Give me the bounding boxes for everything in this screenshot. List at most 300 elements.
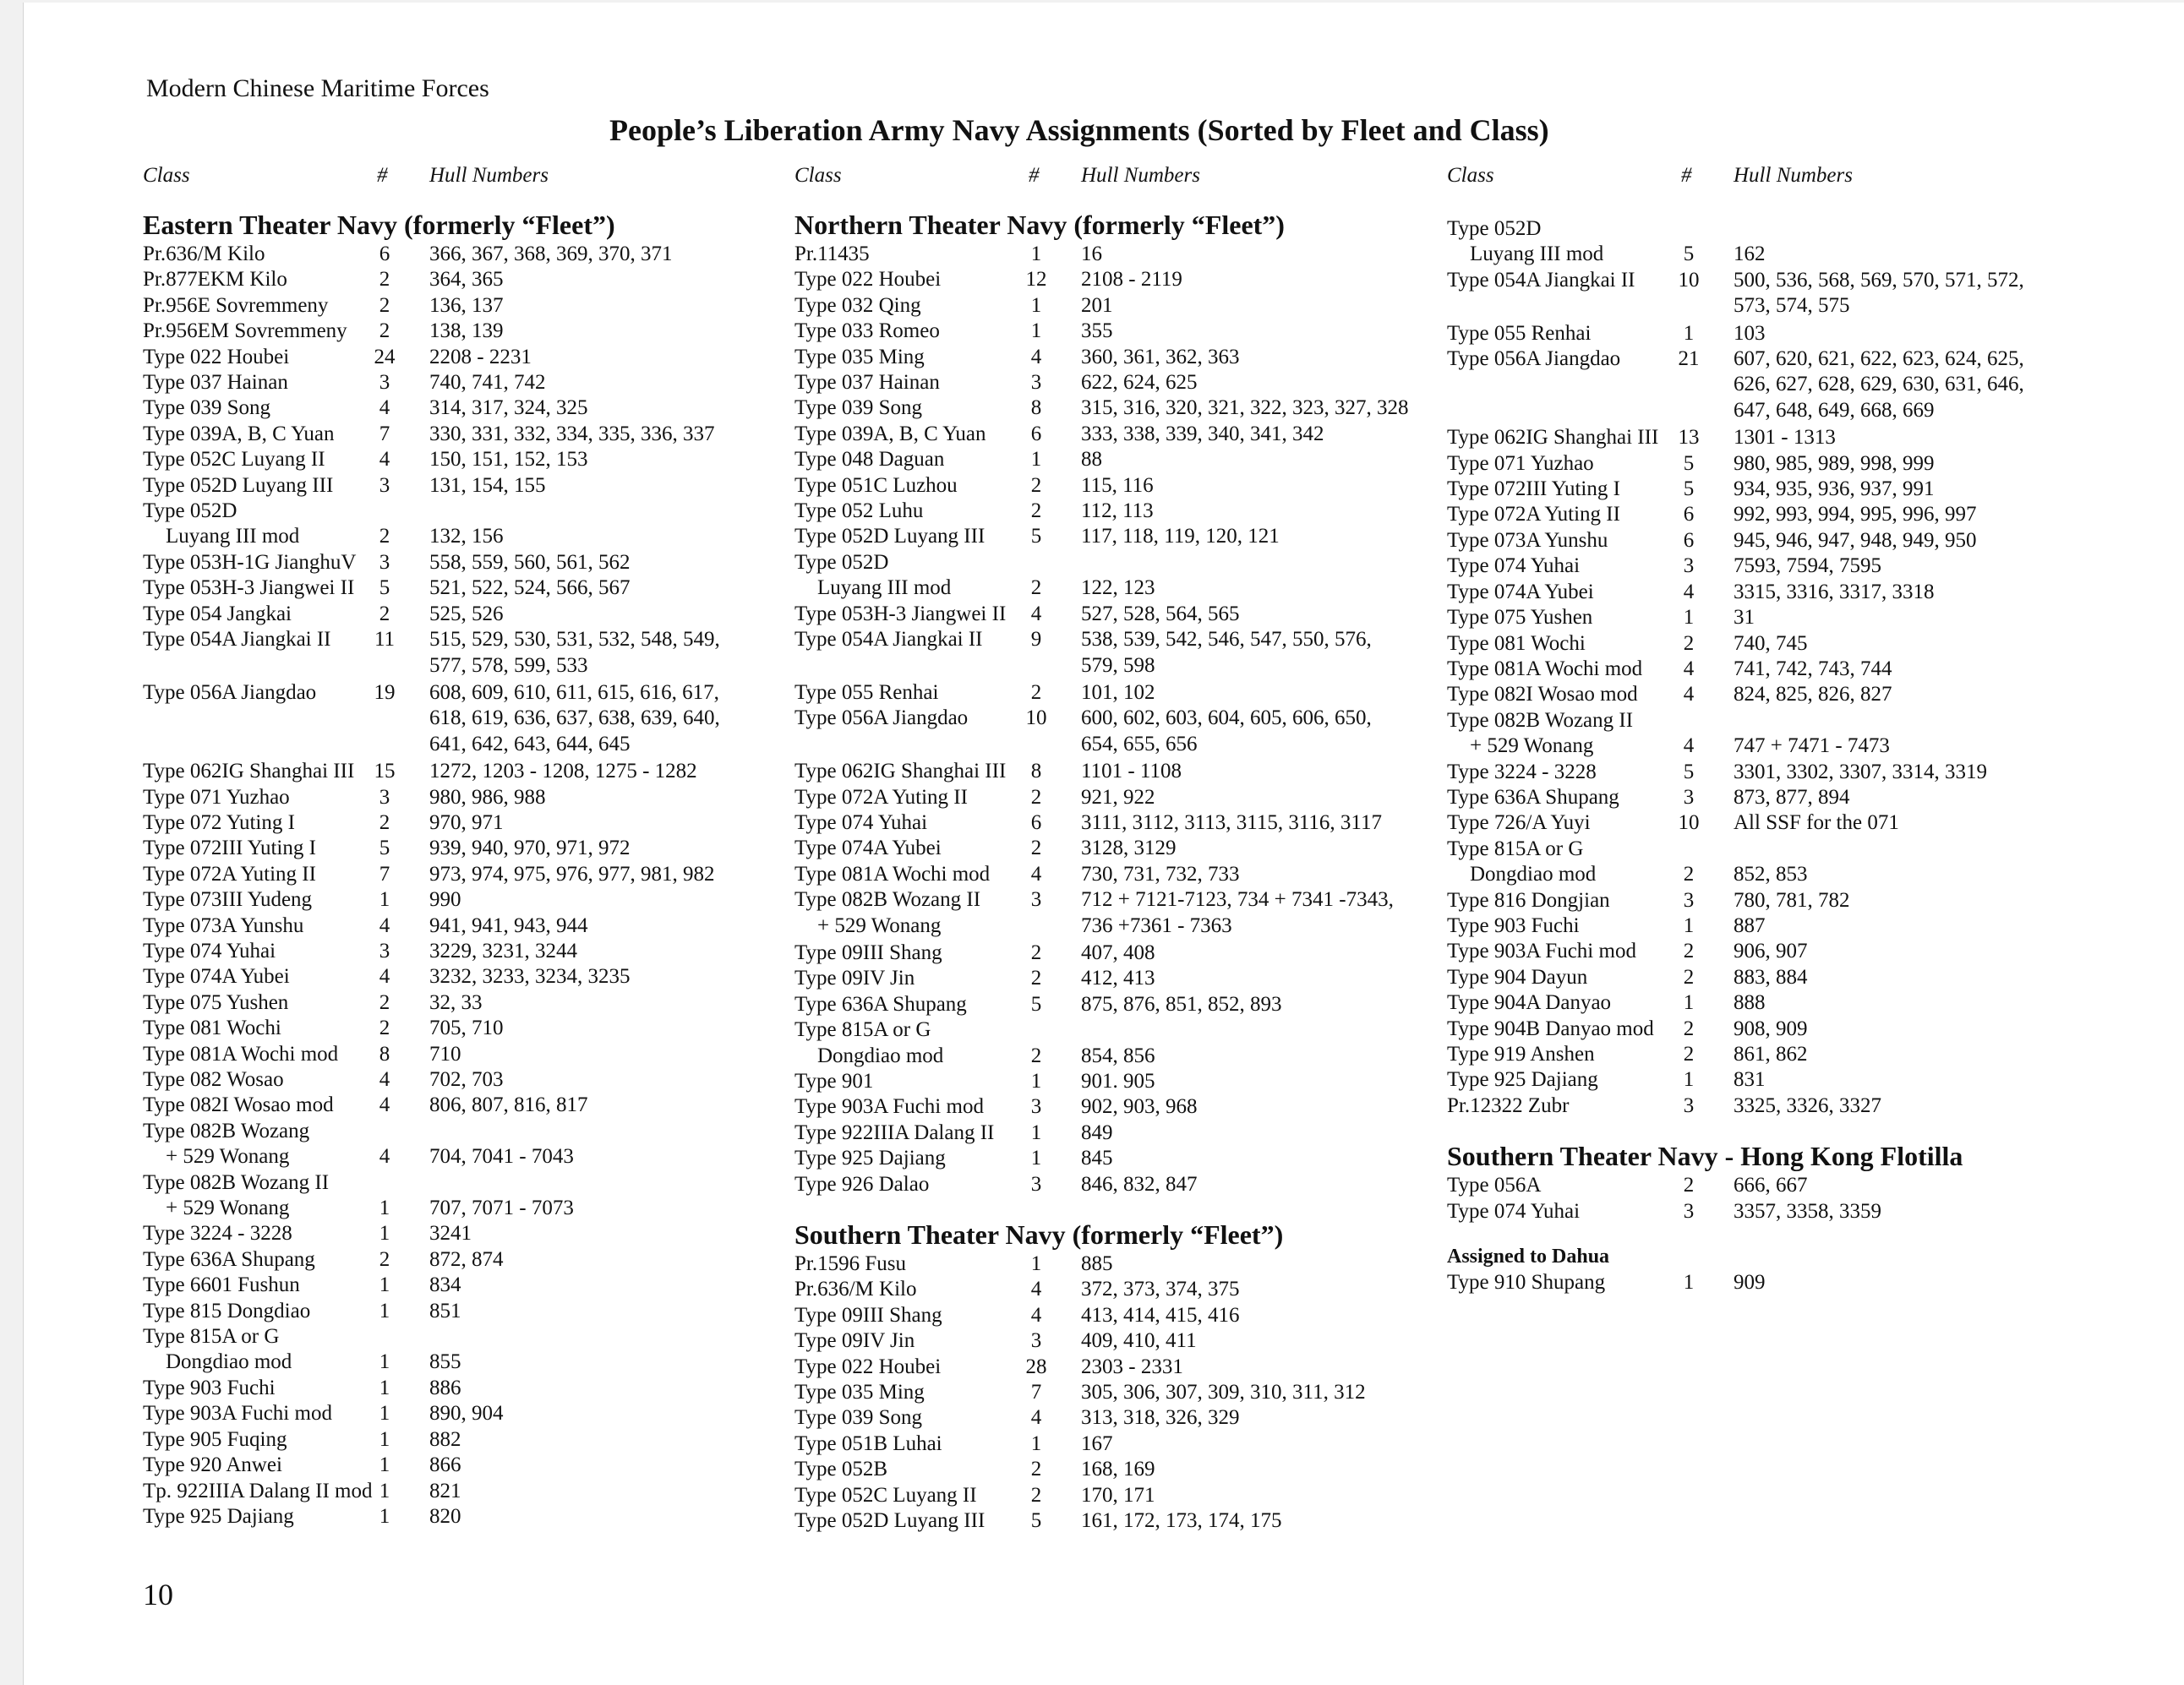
hull-numbers: 939, 940, 970, 971, 972 [429, 837, 631, 860]
class-name: Luyang III mod [1470, 243, 1604, 266]
count-cell: 6 [1683, 528, 1695, 552]
hull-numbers-cell [1734, 888, 2072, 913]
hull-numbers-cell [429, 887, 767, 913]
class-name: Type 054A Jiangkai II [794, 628, 983, 652]
count-cell: 24 [374, 345, 396, 368]
hull-numbers-cell [1081, 1094, 1419, 1120]
table-row [794, 422, 1437, 447]
fleet-section [143, 208, 785, 1530]
hull-numbers-cell [1081, 447, 1419, 472]
class-cell [1447, 657, 1679, 682]
count-cell: 4 [1683, 734, 1695, 758]
class-cell [143, 836, 375, 861]
class-cell [794, 627, 1027, 679]
class-cell [794, 473, 1027, 499]
class-cell [1447, 888, 1679, 913]
hull-numbers: 607, 620, 621, 622, 623, 624, 625, [1734, 347, 2024, 371]
hull-numbers: 167 [1081, 1431, 1113, 1455]
class-name: Type 022 Houbei [143, 345, 290, 368]
hull-numbers: 7593, 7594, 7595 [1734, 554, 1881, 578]
class-name: Type 09III Shang [794, 941, 942, 964]
hull-numbers-cell [429, 1273, 767, 1298]
hull-numbers: 901. 905 [1081, 1070, 1155, 1093]
count-cell: 13 [1678, 426, 1700, 450]
class-cell [794, 836, 1027, 861]
page-number: 10 [143, 1578, 173, 1611]
hull-numbers: 846, 832, 847 [1081, 1172, 1198, 1196]
class-name: Type 039A, B, C Yuan [794, 422, 986, 445]
hull-numbers: 500, 536, 568, 569, 570, 571, 572, [1734, 268, 2024, 292]
hull-numbers-cell [1081, 759, 1419, 784]
hull-numbers: 740, 745 [1734, 631, 1808, 655]
table-row [143, 422, 785, 447]
fleet-section [1447, 1119, 2089, 1224]
hull-numbers-cell [1081, 395, 1419, 421]
hull-numbers-cell [429, 964, 767, 990]
hull-numbers-cell [429, 1504, 767, 1530]
class-name: Type 074 Yuhai [143, 939, 276, 962]
table-row [143, 345, 785, 370]
table-row [1447, 888, 2089, 913]
hull-numbers: 2303 - 2331 [1081, 1355, 1183, 1378]
count-cell: 5 [1030, 1509, 1042, 1533]
class-name: Type 039 Song [794, 1406, 923, 1430]
table-row [794, 810, 1437, 836]
class-cell [143, 862, 375, 887]
count-cell: 2 [1683, 1043, 1695, 1066]
table-row [1447, 837, 2089, 888]
count-cell: 4 [379, 1093, 390, 1117]
class-name: Type 082B Wozang II [1447, 708, 1634, 732]
hull-numbers-cell [1081, 1069, 1419, 1094]
class-cell [1447, 425, 1679, 450]
hull-numbers-cell [1734, 810, 2072, 836]
class-cell [143, 913, 375, 939]
table-row [143, 1170, 785, 1222]
hull-numbers: 131, 154, 155 [429, 473, 546, 497]
hull-numbers-cell [1734, 1067, 2072, 1093]
hull-numbers: 990 [429, 888, 461, 912]
class-cell [1447, 990, 1679, 1016]
hull-numbers-cell [429, 836, 767, 861]
hull-numbers-cell [429, 1427, 767, 1453]
class-cell [1447, 785, 1679, 810]
hull-numbers [1734, 837, 2072, 862]
class-name: Type 052B [794, 1458, 888, 1481]
table-row [143, 447, 785, 472]
class-name: Type 073A Yunshu [1447, 528, 1608, 552]
class-name: Type 815A or G [143, 1325, 280, 1349]
hull-numbers-cell [429, 395, 767, 421]
hull-numbers: 313, 318, 326, 329 [1081, 1406, 1240, 1430]
count-cell: 2 [379, 525, 390, 548]
hull-numbers: 168, 169 [1081, 1458, 1155, 1481]
table-row [1447, 1173, 2089, 1198]
count-cell: 1 [1683, 1068, 1695, 1092]
hull-numbers: 305, 306, 307, 309, 310, 311, 312 [1081, 1381, 1366, 1404]
table-row [1447, 425, 2089, 450]
hull-numbers: 515, 529, 530, 531, 532, 548, 549, [429, 628, 720, 652]
hull-numbers: 3232, 3233, 3234, 3235 [429, 965, 631, 989]
hull-numbers: 970, 971 [429, 810, 504, 834]
hull-numbers-cell [1734, 913, 2072, 939]
class-name: Type 051C Luzhou [794, 473, 958, 497]
hull-numbers: 31 [1734, 606, 1755, 630]
header-count: # [1681, 164, 1692, 187]
table-row [794, 1146, 1437, 1171]
class-name: Type 055 Renhai [1447, 321, 1592, 345]
hull-numbers [1734, 708, 2072, 733]
hull-numbers: 3357, 3358, 3359 [1734, 1199, 1881, 1223]
class-cell [794, 1355, 1027, 1380]
count-cell: 6 [1030, 810, 1042, 834]
count-cell: 3 [1683, 1199, 1695, 1223]
class-name: Type 09III Shang [794, 1303, 942, 1327]
table-row [1447, 605, 2089, 630]
class-name: Type 081A Wochi mod [794, 862, 991, 886]
class-name: Type 815 Dongdiao [143, 1299, 311, 1322]
class-cell [794, 759, 1027, 784]
class-cell [794, 1146, 1027, 1171]
hull-numbers: 873, 877, 894 [1734, 785, 1850, 809]
class-name: Type 082B Wozang [143, 1119, 310, 1142]
hull-numbers: 412, 413 [1081, 967, 1155, 990]
table-row [143, 1401, 785, 1426]
hull-numbers-cell [1734, 939, 2072, 964]
hull-numbers-cell [1734, 1199, 2072, 1224]
hull-numbers: 162 [1734, 243, 1766, 266]
column-header [143, 164, 785, 208]
table-row [1447, 990, 2089, 1016]
class-name: Type 081A Wochi mod [143, 1042, 339, 1066]
class-name: Type 081 Wochi [1447, 631, 1586, 655]
class-spacer [1447, 398, 1679, 423]
count-cell: 2 [379, 319, 390, 343]
count-cell: 2 [1030, 1044, 1042, 1067]
count-cell: 1 [379, 1350, 390, 1374]
hull-numbers-cell [1734, 321, 2072, 346]
count-cell: 1 [1030, 1070, 1042, 1093]
table-row [143, 1221, 785, 1246]
count-cell: 1 [379, 1376, 390, 1399]
count-cell: 5 [1030, 525, 1042, 548]
hull-numbers: 3229, 3231, 3244 [429, 939, 577, 962]
hull-numbers-cell [1081, 1251, 1419, 1277]
class-cell [794, 1251, 1027, 1277]
table-row [794, 473, 1437, 499]
hull-numbers-cell [1081, 785, 1419, 810]
hull-numbers-cell [1081, 1355, 1419, 1380]
hull-numbers-cell [1081, 1508, 1419, 1534]
hull-numbers: 887 [1734, 913, 1766, 937]
hull-numbers-cell [429, 1376, 767, 1401]
hull-numbers: 1272, 1203 - 1208, 1275 - 1282 [429, 760, 697, 783]
class-name: Type 022 Houbei [794, 1355, 942, 1378]
hull-numbers: 712 + 7121-7123, 734 + 7341 -7343, [1081, 888, 1394, 912]
table-row [143, 913, 785, 939]
class-spacer [1447, 372, 1679, 397]
hull-numbers-cell [1081, 1457, 1419, 1482]
hull-numbers: 608, 609, 610, 611, 615, 616, 617, [429, 680, 719, 704]
class-cell [143, 319, 375, 344]
class-cell [1447, 321, 1679, 346]
count-cell: 2 [1683, 631, 1695, 655]
class-name: Type 073A Yunshu [143, 913, 304, 937]
table-row [794, 966, 1437, 991]
count-cell: 1 [379, 1222, 390, 1246]
hull-numbers-cell [429, 1324, 767, 1376]
table-row [1447, 1067, 2089, 1093]
class-name: Type 053H-3 Jiangwei II [794, 602, 1007, 625]
hull-numbers: 707, 7071 - 7073 [429, 1197, 574, 1220]
count-cell: 5 [379, 837, 390, 860]
table-row [1447, 1042, 2089, 1067]
hull-numbers: 2108 - 2119 [1081, 268, 1182, 292]
hull-numbers: 885 [1081, 1252, 1113, 1276]
hull-numbers: 945, 946, 947, 948, 949, 950 [1734, 528, 1977, 552]
hull-numbers-cell [429, 602, 767, 627]
table-row [794, 836, 1437, 861]
class-cell [143, 370, 375, 395]
class-name: Type 062IG Shanghai III [1447, 426, 1659, 450]
hull-numbers-cell [1081, 267, 1419, 292]
count-cell: 4 [1683, 683, 1695, 706]
count-cell: 2 [379, 1017, 390, 1040]
hull-numbers: 973, 974, 975, 976, 977, 981, 982 [429, 862, 715, 886]
hull-numbers: 730, 731, 732, 733 [1081, 862, 1240, 886]
hull-numbers [429, 1324, 767, 1350]
hull-numbers: 980, 986, 988 [429, 785, 546, 809]
table-row [143, 1376, 785, 1401]
class-name: Type 033 Romeo [794, 319, 940, 343]
class-cell [143, 1170, 375, 1222]
header-class: Class [794, 164, 842, 187]
count-cell: 1 [379, 888, 390, 912]
table-row [143, 1119, 785, 1170]
class-cell [794, 1172, 1027, 1197]
class-name: Type 072A Yuting II [794, 785, 968, 809]
hull-numbers-cell [1081, 1328, 1419, 1354]
class-name: Type 905 Fuqing [143, 1427, 287, 1451]
hull-numbers: 647, 648, 649, 668, 669 [1734, 398, 1935, 422]
count-cell: 5 [379, 576, 390, 600]
class-name: Type 056A Jiangdao [143, 680, 317, 704]
hull-numbers: 3128, 3129 [1081, 837, 1177, 860]
hull-numbers-cell [1081, 524, 1419, 549]
hull-numbers-cell [1734, 502, 2072, 527]
hull-numbers-cell [1081, 941, 1419, 966]
class-name: Type 052D [794, 550, 889, 574]
hull-numbers: 888 [1734, 991, 1766, 1015]
class-name: Type 072III Yuting I [1447, 477, 1620, 501]
table-row [794, 267, 1437, 292]
count-cell: 5 [1683, 477, 1695, 501]
hull-numbers: 780, 781, 782 [1734, 888, 1850, 912]
class-spacer [794, 653, 1027, 679]
class-name: Type 636A Shupang [1447, 785, 1619, 809]
table-row [794, 395, 1437, 421]
table-row [794, 1277, 1437, 1302]
class-cell [143, 1221, 375, 1246]
class-cell [1447, 631, 1679, 657]
class-name: Type 082B Wozang II [143, 1170, 330, 1194]
class-cell [794, 680, 1027, 706]
hull-numbers-cell [1081, 422, 1419, 447]
class-name: Type 920 Anwei [143, 1453, 282, 1477]
class-name: Type 919 Anshen [1447, 1043, 1595, 1066]
table-row [1447, 810, 2089, 836]
class-name: Type 082B Wozang II [794, 888, 981, 912]
table-row [794, 1328, 1437, 1354]
column-header [1447, 164, 2089, 208]
hull-numbers: 654, 655, 656 [1081, 732, 1198, 755]
class-name: Type 081 Wochi [143, 1017, 281, 1040]
count-cell: 4 [379, 448, 390, 472]
hull-numbers: 538, 539, 542, 546, 547, 550, 576, [1081, 628, 1372, 652]
class-cell [143, 964, 375, 990]
hull-numbers: 906, 907 [1734, 940, 1808, 963]
table-row [794, 1483, 1437, 1508]
table-row [1447, 682, 2089, 707]
count-cell: 4 [1683, 580, 1695, 603]
hull-numbers-cell [1081, 810, 1419, 836]
hull-numbers-cell [1081, 1405, 1419, 1431]
hull-numbers: 845 [1081, 1147, 1113, 1170]
class-name: Type 082I Wosao mod [1447, 683, 1638, 706]
table-row [1447, 451, 2089, 477]
class-cell [143, 395, 375, 421]
hull-numbers: 3325, 3326, 3327 [1734, 1093, 1881, 1117]
table-row [143, 990, 785, 1016]
class-name: Type 074 Yuhai [794, 810, 928, 834]
class-name: Type 052 Luhu [794, 499, 924, 523]
column-1 [143, 164, 785, 1530]
class-name: Pr.877EKM Kilo [143, 268, 287, 292]
class-name: Type 039A, B, C Yuan [143, 422, 335, 445]
table-row [794, 499, 1437, 524]
count-cell: 1 [1030, 448, 1042, 472]
hull-numbers: 980, 985, 989, 998, 999 [1734, 451, 1935, 475]
hull-numbers: 882 [429, 1427, 461, 1451]
column-body [794, 208, 1437, 1535]
table-row [794, 447, 1437, 472]
class-cell [794, 1069, 1027, 1094]
class-name: + 529 Wonang [166, 1197, 290, 1220]
count-cell: 5 [1030, 992, 1042, 1016]
class-name: Type 055 Renhai [794, 680, 939, 704]
table-row [794, 1431, 1437, 1457]
hull-numbers: 710 [429, 1042, 461, 1066]
class-cell [143, 1093, 375, 1118]
hull-numbers: 600, 602, 603, 604, 605, 606, 650, [1081, 706, 1372, 730]
class-cell [143, 1453, 375, 1478]
table-row [143, 1324, 785, 1376]
class-name: Type 053H-3 Jiangwei II [143, 576, 355, 600]
count-cell: 2 [1030, 680, 1042, 704]
table-row [1447, 502, 2089, 527]
hull-numbers-cell [429, 627, 767, 679]
count-cell: 3 [379, 371, 390, 395]
hull-numbers-cell [1734, 785, 2072, 810]
table-row [794, 602, 1437, 627]
class-cell [1447, 1067, 1679, 1093]
hull-numbers-cell [1734, 837, 2072, 888]
table-row [143, 785, 785, 810]
count-cell: 1 [1030, 319, 1042, 343]
class-name: Luyang III mod [166, 525, 300, 548]
count-cell: 12 [1025, 268, 1047, 292]
table-row [143, 1427, 785, 1453]
table-row [794, 1094, 1437, 1120]
table-row [143, 1016, 785, 1041]
class-cell [143, 1042, 375, 1067]
class-cell [794, 966, 1027, 991]
class-name: Type 054A Jiangkai II [143, 628, 331, 652]
hull-numbers-cell [1734, 682, 2072, 707]
class-name: Type 052C Luyang II [143, 448, 325, 472]
table-row [143, 499, 785, 550]
class-name: Pr.956EM Sovremmeny [143, 319, 347, 343]
count-cell: 2 [1030, 837, 1042, 860]
class-cell [794, 524, 1027, 549]
hull-numbers-cell [1734, 346, 2072, 423]
hull-numbers-cell [1081, 499, 1419, 524]
hull-numbers-cell [429, 1119, 767, 1170]
class-name: Dongdiao mod [1470, 863, 1597, 886]
class-cell [1447, 913, 1679, 939]
table-row [143, 836, 785, 861]
class-name: Type 062IG Shanghai III [143, 760, 355, 783]
hull-numbers-cell [1734, 553, 2072, 579]
table-row [143, 1273, 785, 1298]
count-cell: 2 [1683, 1174, 1695, 1197]
section-title: Southern Theater Navy (formerly “Fleet”) [794, 1219, 1284, 1251]
hull-numbers [1081, 1017, 1419, 1043]
class-cell [143, 242, 375, 267]
hull-numbers: 909 [1734, 1271, 1766, 1295]
hull-numbers-cell [1734, 451, 2072, 477]
hull-numbers: 579, 598 [1081, 653, 1155, 677]
hull-numbers-cell [1081, 1277, 1419, 1302]
hull-numbers: 3315, 3316, 3317, 3318 [1734, 580, 1935, 603]
header-count: # [377, 164, 388, 187]
class-cell [1447, 528, 1679, 553]
hull-numbers: 161, 172, 173, 174, 175 [1081, 1509, 1282, 1533]
class-name: Type 074A Yubei [794, 837, 942, 860]
class-name: Type 035 Ming [794, 345, 925, 368]
count-cell: 2 [1683, 1017, 1695, 1040]
count-cell: 1 [1683, 913, 1695, 937]
hull-numbers: 132, 156 [429, 525, 504, 548]
class-name: Type 072 Yuting I [143, 810, 295, 834]
class-name: Type 062IG Shanghai III [794, 760, 1007, 783]
class-cell [794, 319, 1027, 344]
section-gap [1447, 1119, 2089, 1139]
hull-numbers: 626, 627, 628, 629, 630, 631, 646, [1734, 373, 2024, 396]
class-name: Type 904B Danyao mod [1447, 1017, 1654, 1040]
table-row [794, 293, 1437, 319]
hull-numbers: 150, 151, 152, 153 [429, 448, 588, 472]
table-row [794, 1017, 1437, 1069]
hull-numbers-cell [429, 1221, 767, 1246]
hull-numbers-cell [1081, 550, 1419, 602]
count-cell: 5 [1683, 243, 1695, 266]
class-cell [143, 939, 375, 964]
table-row [1447, 528, 2089, 553]
table-row [143, 627, 785, 679]
hull-numbers-cell [1081, 992, 1419, 1017]
table-row [143, 1093, 785, 1118]
